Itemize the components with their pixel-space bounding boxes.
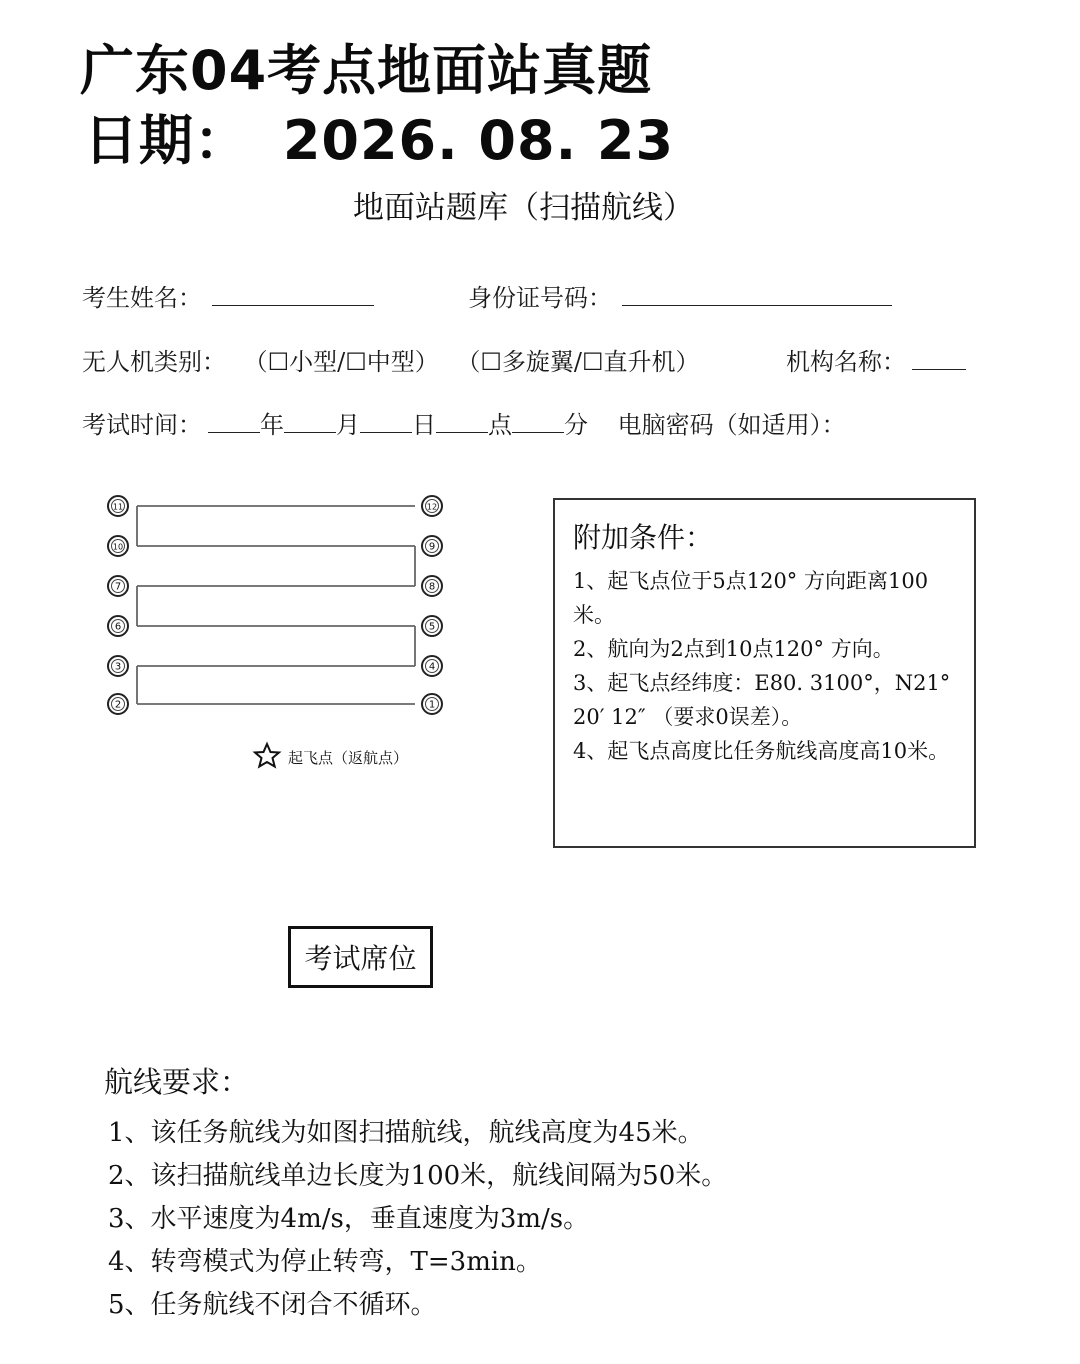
- conditions-title: 附加条件：: [573, 521, 714, 554]
- uav-type-options[interactable]: （☐多旋翼/☐直升机）: [456, 348, 700, 376]
- waypoint-1: [422, 694, 442, 714]
- date-label: 日期：: [84, 109, 249, 172]
- condition-item-1: 1、起飞点位于5点120° 方向距离100米。: [573, 569, 929, 627]
- waypoint-label: 7: [114, 581, 122, 593]
- waypoint-11: [108, 496, 128, 516]
- organization-row: [786, 342, 966, 377]
- waypoint-12: [422, 496, 442, 516]
- takeoff-label: 起飞点（返航点）: [288, 749, 409, 767]
- minute-blank[interactable]: [512, 410, 564, 433]
- waypoint-label: 5: [428, 621, 436, 633]
- exam-time-label: 考试时间：: [82, 411, 202, 439]
- document-title: 地面站题库（扫描航线）: [353, 190, 694, 226]
- id-number-label: 身份证号码：: [468, 284, 612, 312]
- candidate-name-row: [82, 278, 374, 313]
- organization-label: 机构名称：: [786, 348, 906, 376]
- year-blank[interactable]: [208, 410, 260, 433]
- date-line: [84, 98, 674, 175]
- requirement-item-1: 1、该任务航线为如图扫描航线，航线高度为45米。: [108, 1118, 704, 1148]
- waypoint-label: 6: [114, 621, 122, 633]
- condition-item-2: 2、航向为2点到10点120° 方向。: [573, 637, 894, 661]
- waypoint-label: 2: [114, 699, 122, 711]
- day-unit: 日: [412, 411, 436, 439]
- month-unit: 月: [336, 411, 360, 439]
- uav-size-options[interactable]: （☐小型/☐中型）: [243, 348, 439, 376]
- exam-time-row: [82, 405, 846, 440]
- waypoint-label: 11: [112, 502, 124, 512]
- waypoint-label: 8: [428, 581, 436, 593]
- requirement-item-5: 5、任务航线不闭合不循环。: [108, 1290, 437, 1320]
- requirement-item-3: 3、水平速度为4m/s，垂直速度为3m/s。: [108, 1204, 590, 1234]
- waypoint-label: 12: [426, 502, 438, 512]
- uav-category-row: [82, 342, 700, 377]
- year-unit: 年: [260, 411, 284, 439]
- conditions-box: [553, 498, 976, 848]
- waypoint-8: [422, 576, 442, 596]
- hour-unit: 点: [488, 411, 512, 439]
- month-blank[interactable]: [284, 410, 336, 433]
- waypoint-2: [108, 694, 128, 714]
- scan-route-diagram: [90, 488, 490, 788]
- page-title: 广东04考点地面站真题: [80, 39, 653, 102]
- requirements-title: 航线要求：: [104, 1065, 250, 1099]
- waypoint-7: [108, 576, 128, 596]
- waypoint-4: [422, 656, 442, 676]
- waypoint-5: [422, 616, 442, 636]
- hour-blank[interactable]: [436, 410, 488, 433]
- day-blank[interactable]: [360, 410, 412, 433]
- id-number-row: [468, 278, 892, 313]
- waypoint-label: 1: [428, 699, 436, 711]
- waypoint-label: 3: [114, 661, 122, 673]
- condition-item-3: 3、起飞点经纬度：E80. 3100°，N21° 20′ 12″ （要求0误差）。: [573, 671, 951, 729]
- uav-category-label: 无人机类别：: [82, 348, 226, 376]
- waypoint-6: [108, 616, 128, 636]
- candidate-name-blank[interactable]: [212, 283, 374, 306]
- waypoint-label: 10: [112, 542, 124, 552]
- route-path: [137, 506, 415, 704]
- waypoint-9: [422, 536, 442, 556]
- requirement-item-4: 4、转弯模式为停止转弯，T=3min。: [108, 1247, 542, 1277]
- waypoint-label: 9: [428, 541, 436, 553]
- waypoint-label: 4: [428, 661, 436, 673]
- requirement-item-2: 2、该扫描航线单边长度为100米，航线间隔为50米。: [108, 1161, 728, 1191]
- organization-blank[interactable]: [912, 347, 966, 370]
- waypoint-10: [108, 536, 128, 556]
- star-outline-icon: [255, 744, 279, 767]
- minute-unit: 分: [564, 411, 588, 439]
- pc-password-label: 电脑密码（如适用）：: [617, 411, 846, 439]
- date-value: 2026. 08. 23: [282, 109, 675, 172]
- exam-seat-box: 考试席位: [288, 926, 433, 988]
- candidate-name-label: 考生姓名：: [82, 284, 202, 312]
- waypoint-3: [108, 656, 128, 676]
- condition-item-4: 4、起飞点高度比任务航线高度高10米。: [573, 739, 950, 763]
- id-number-blank[interactable]: [622, 283, 892, 306]
